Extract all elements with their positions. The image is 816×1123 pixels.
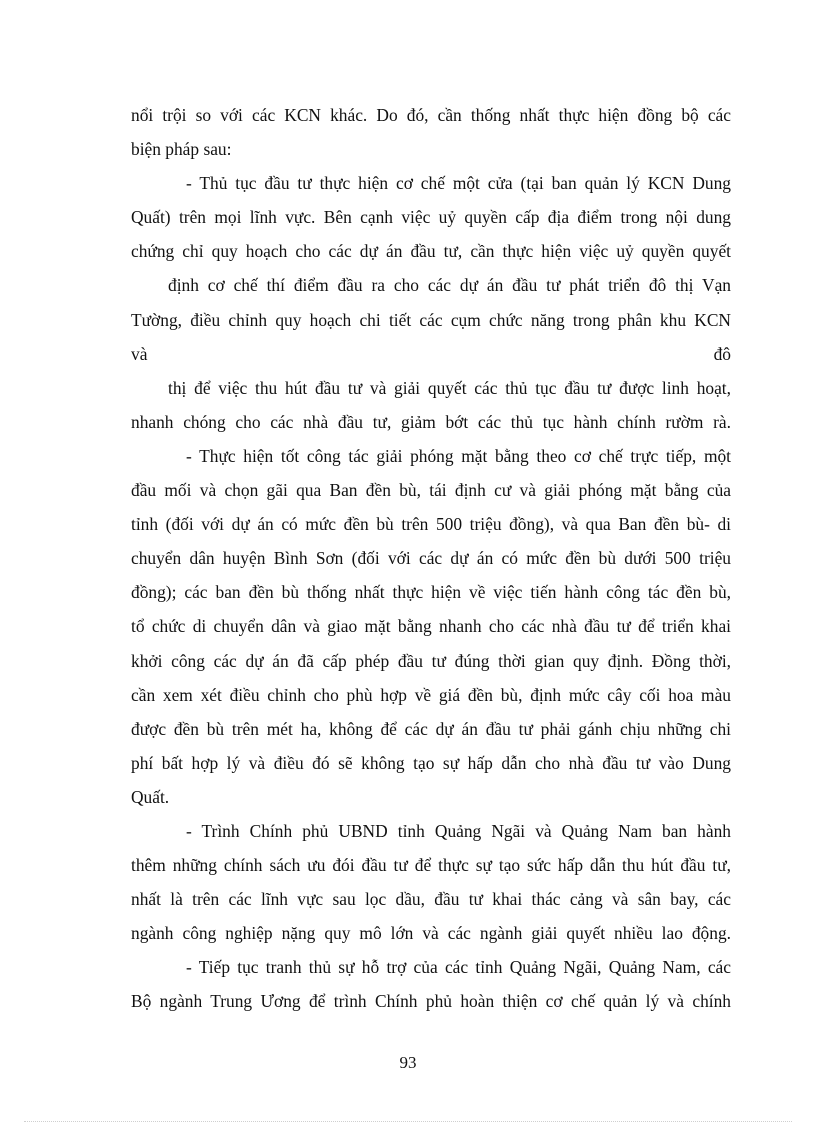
text-line: - Trình Chính phủ UBND tỉnh Quảng Ngãi và Quảng Nam ban hành (186, 820, 731, 841)
text-line: định cơ chế thí điểm đầu ra cho các dự án đầu tư phát triển đô thị Vạn (168, 275, 731, 296)
text-line: - Tiếp tục tranh thủ sự hỗ trợ của các tỉnh Quảng Ngãi, Quảng Nam, các (186, 957, 731, 978)
page-number: 93 (399, 1053, 417, 1072)
text-line: thêm những chính sách ưu đói đầu tư để thực sự tạo sức hấp dẫn thu hút đầu tư, (131, 855, 731, 876)
text-line: thị để việc thu hút đầu tư và giải quyết các thủ tục đầu tư được linh hoạt, (168, 377, 731, 398)
text-line: Bộ ngành Trung Ương để trình Chính phủ hoàn thiện cơ chế quản lý và chính (131, 991, 731, 1012)
text-line: Tường, điều chỉnh quy hoạch chi tiết các cụm chức năng trong phân khu KCN (131, 309, 731, 330)
text-line: Quất) trên mọi lĩnh vực. Bên cạnh việc uỷ quyền cấp địa điểm trong nội dung (131, 207, 731, 228)
text-line: cần xem xét điều chỉnh cho phù hợp về giá đền bù, định mức cây cối hoa màu (131, 684, 731, 705)
text-line: - Thủ tục đầu tư thực hiện cơ chế một cửa (tại ban quản lý KCN Dung (186, 173, 731, 194)
text-line: tỉnh (đối với dự án có mức đền bù trên 500 triệu đồng), và qua Ban đền bù- di (131, 514, 731, 535)
text-line: đồng); các ban đền bù thống nhất thực hiện về việc tiến hành công tác đền bù, (131, 582, 731, 603)
text-line: nhanh chóng cho các nhà đầu tư, giảm bớt các thủ tục hành chính rườm rà. (131, 411, 731, 432)
text-line: và đô (131, 343, 731, 364)
text-line: khởi công các dự án đã cấp phép đầu tư đúng thời gian quy định. Đồng thời, (131, 650, 731, 671)
body-text (131, 98, 731, 1019)
page-bottom-divider (24, 1121, 792, 1122)
text-line: nhất là trên các lĩnh vực sau lọc dầu, đầu tư khai thác cảng và sân bay, các (131, 889, 731, 910)
text-line: - Thực hiện tốt công tác giải phóng mặt bằng theo cơ chế trực tiếp, một (186, 445, 731, 466)
text-line: ngành công nghiệp nặng quy mô lớn và các ngành giải quyết nhiều lao động. (131, 923, 731, 944)
text-line: chuyển dân huyện Bình Sơn (đối với các dự án có mức đền bù dưới 500 triệu (131, 548, 731, 569)
text-line: tổ chức di chuyển dân và giao mặt bằng nhanh cho các nhà đầu tư để triển khai (131, 616, 731, 637)
text-line: Quất. (131, 786, 170, 807)
text-line: được đền bù trên mét ha, không để các dự án đầu tư phải gánh chịu những chi (131, 718, 731, 739)
text-line: chứng chỉ quy hoạch cho các dự án đầu tư, cần thực hiện việc uỷ quyền quyết (131, 241, 731, 262)
text-line: nổi trội so với các KCN khác. Do đó, cần thống nhất thực hiện đồng bộ các (131, 105, 731, 125)
text-line: phí bất hợp lý và điều đó sẽ không tạo sự hấp dẫn cho nhà đầu tư vào Dung (131, 752, 731, 773)
text-line: đầu mối và chọn gãi qua Ban đền bù, tái định cư và giải phóng mặt bằng của (131, 480, 731, 501)
text-line: biện pháp sau: (131, 139, 232, 160)
